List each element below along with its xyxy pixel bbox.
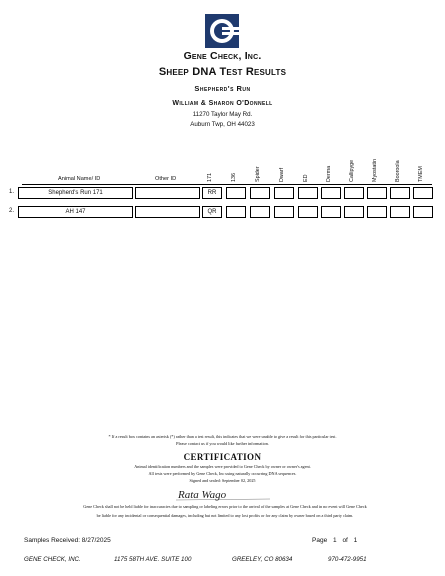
result-booroola-cell (390, 187, 410, 199)
result-tmem-cell (413, 187, 433, 199)
asterisk-footnote: * If a result box contains an asterisk (*) rather than a test result, this indicates that we were unable to give a result for this particular test. (108, 434, 337, 439)
test-header-171: 171 (207, 173, 213, 182)
footer-phone: 970-472-9951 (328, 556, 367, 563)
result-myostatin-cell (367, 206, 387, 218)
signature (176, 487, 270, 501)
result-136-cell (226, 206, 246, 218)
result-callipyge-cell (344, 206, 364, 218)
footer-street: 1175 58TH AVE. SUITE 100 (114, 556, 192, 563)
address-line-1: 11270 Taylor May Rd. (192, 111, 253, 118)
certification-title: CERTIFICATION (183, 452, 262, 462)
page-label: Page (312, 537, 328, 544)
test-header-callipyge: Callipyge (349, 159, 355, 182)
address-line-2: Auburn Twp, OH 44023 (190, 121, 255, 128)
page-current: 1 (333, 537, 337, 544)
liability-disclaimer: Gene Check shall not be held liable for inaccuracies due to sampling or labeling errors prior to the arrival of the samples at Gene Check and in no event will Gene Check (83, 504, 367, 509)
test-header-myostatin: Myostatin (372, 158, 378, 182)
table-header-rule (22, 184, 432, 185)
test-header-booroola: Booroola (395, 160, 401, 182)
result-callipyge-cell (344, 187, 364, 199)
contact-note: Please contact us if you would like further information. (176, 441, 269, 446)
svg-text:Rata Wago: Rata Wago (178, 489, 227, 501)
animal-id-cell: AH 147 (18, 206, 133, 218)
animal-id-cell: Shepherd's Run 171 (18, 187, 133, 199)
liability-disclaimer: be liable for any incidental or consequential damages, including but not limited to any lost profits or for any claim by owner based on a third party claim. (96, 513, 354, 518)
samples-received: Samples Received: 8/27/2025 (24, 537, 111, 544)
certification-line: All tests were performed by Gene Check, Inc using naturally occurring DNA sequences. (148, 471, 297, 476)
result-derma-cell (321, 187, 341, 199)
test-header-136: 136 (231, 173, 237, 182)
owner-name: William & Sharon O'Donnell (172, 100, 273, 107)
footer-city: GREELEY, CO 80634 (232, 556, 293, 563)
certification-line: Animal identification numbers and the samples were provided to Gene Check by owner or owner's agent. (134, 464, 311, 469)
other-id-cell (135, 206, 200, 218)
result-booroola-cell (390, 206, 410, 218)
result-myostatin-cell (367, 187, 387, 199)
result-spider-cell (250, 187, 270, 199)
page-total: 1 (353, 537, 358, 544)
result-ed-cell (298, 206, 318, 218)
gene-check-logo-icon (205, 14, 239, 48)
result-spider-cell (250, 206, 270, 218)
farm-name: Shepherd's Run (194, 84, 251, 93)
test-header-dwarf: Dwarf (279, 167, 285, 182)
column-header-other-id: Other ID (155, 176, 177, 182)
report-title: Sheep DNA Test Results (158, 66, 287, 78)
result-dwarf-cell (274, 187, 294, 199)
test-header-ed: ED (303, 174, 309, 182)
test-header-tmem: TMEM (418, 166, 424, 182)
result-derma-cell (321, 206, 341, 218)
row-number: 1. (8, 189, 14, 195)
page-indicator (312, 537, 357, 544)
other-id-cell (135, 187, 200, 199)
test-header-derma: Derma (326, 165, 332, 182)
row-number: 2. (8, 208, 14, 214)
result-tmem-cell (413, 206, 433, 218)
signed-date: Signed and sealed: September 02, 2025 (189, 478, 256, 483)
column-header-animal: Animal Name/ ID (58, 176, 101, 182)
company-name: Gene Check, Inc. (183, 50, 262, 62)
result-171-cell: RR (202, 187, 222, 199)
page-of: of (342, 537, 348, 544)
result-ed-cell (298, 187, 318, 199)
result-136-cell (226, 187, 246, 199)
result-171-cell: QR (202, 206, 222, 218)
test-header-spider: Spider (255, 166, 261, 182)
result-dwarf-cell (274, 206, 294, 218)
footer-company: GENE CHECK, INC. (24, 556, 81, 563)
